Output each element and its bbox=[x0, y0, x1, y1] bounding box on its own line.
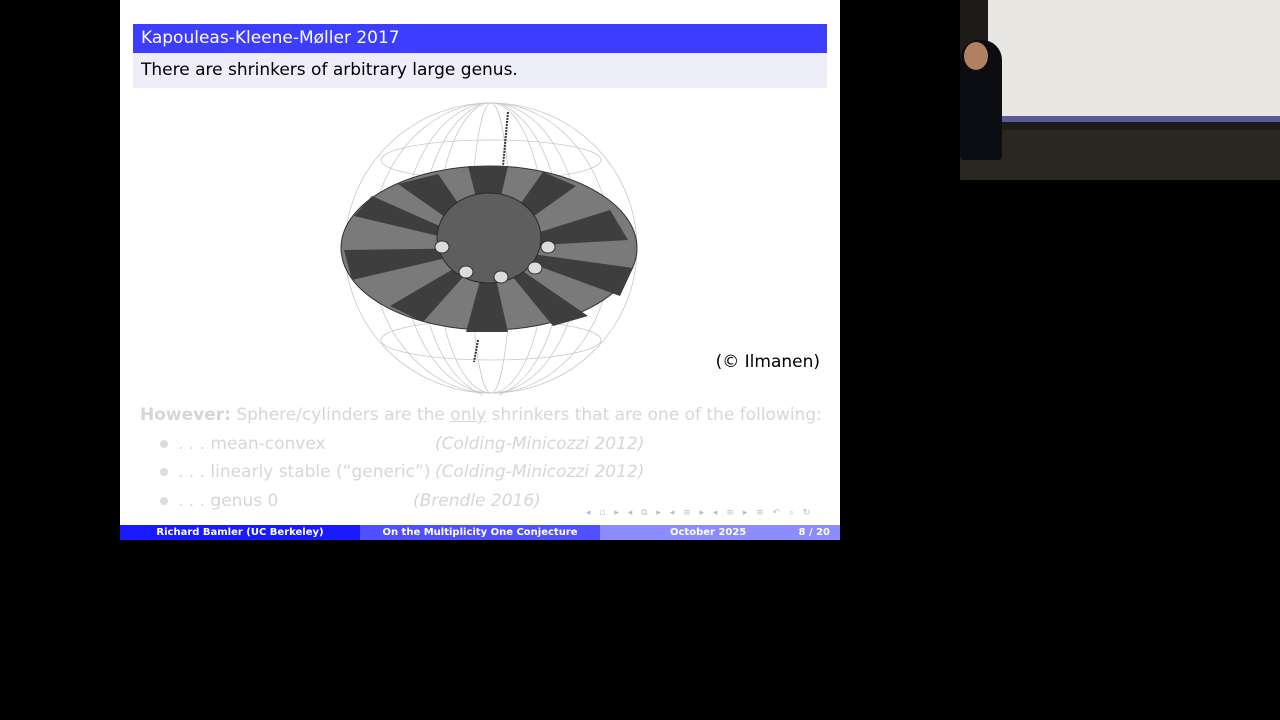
list-item-text: . . . mean-convex bbox=[178, 434, 326, 454]
list-item-text: . . . genus 0 bbox=[178, 491, 279, 511]
however-post: shrinkers that are one of the following: bbox=[486, 405, 822, 425]
however-label: However: bbox=[140, 405, 231, 425]
frame-title: Kapouleas-Kleene-Møller 2017 bbox=[133, 24, 827, 53]
projected-screen bbox=[988, 0, 1280, 120]
list-item-text: . . . linearly stable (“generic”) bbox=[178, 462, 431, 482]
footer-date: October 2025 bbox=[670, 527, 747, 538]
footer-author: Richard Bamler (UC Berkeley) bbox=[120, 525, 360, 540]
bullet-icon bbox=[160, 497, 168, 505]
shrinker-mesh-figure bbox=[338, 100, 644, 400]
beamer-navigation-icons[interactable]: ◂ ▫ ▸ ◂ ⧉ ▸ ◂ ≡ ▸ ◂ ≡ ▸ ≡ ↶ ⌕ ↻ bbox=[586, 508, 814, 518]
list-item-citation: (Colding-Minicozzi 2012) bbox=[435, 434, 645, 454]
list-item-citation: (Brendle 2016) bbox=[413, 491, 541, 511]
speaker-camera-inset bbox=[960, 0, 1280, 180]
list-item bbox=[160, 434, 645, 454]
list-item bbox=[160, 462, 645, 482]
however-only: only bbox=[450, 405, 487, 425]
speaker-head bbox=[964, 42, 988, 70]
slide bbox=[120, 0, 840, 540]
statement-text: There are shrinkers of arbitrary large genus. bbox=[133, 53, 827, 88]
footer-date-page bbox=[600, 525, 840, 540]
projected-footer-bar bbox=[988, 116, 1280, 122]
footer-page-number: 8 / 20 bbox=[798, 527, 830, 538]
list-item-citation: (Colding-Minicozzi 2012) bbox=[435, 462, 645, 482]
footer-talk-title: On the Multiplicity One Conjecture bbox=[360, 525, 600, 540]
bullet-icon bbox=[160, 468, 168, 476]
lecture-desk bbox=[960, 130, 1280, 180]
image-credit: (© Ilmanen) bbox=[715, 352, 820, 372]
however-statement bbox=[140, 405, 822, 425]
bullet-icon bbox=[160, 440, 168, 448]
list-item bbox=[160, 491, 541, 511]
however-pre: Sphere/cylinders are the bbox=[236, 405, 451, 425]
slide-footer bbox=[120, 525, 840, 540]
